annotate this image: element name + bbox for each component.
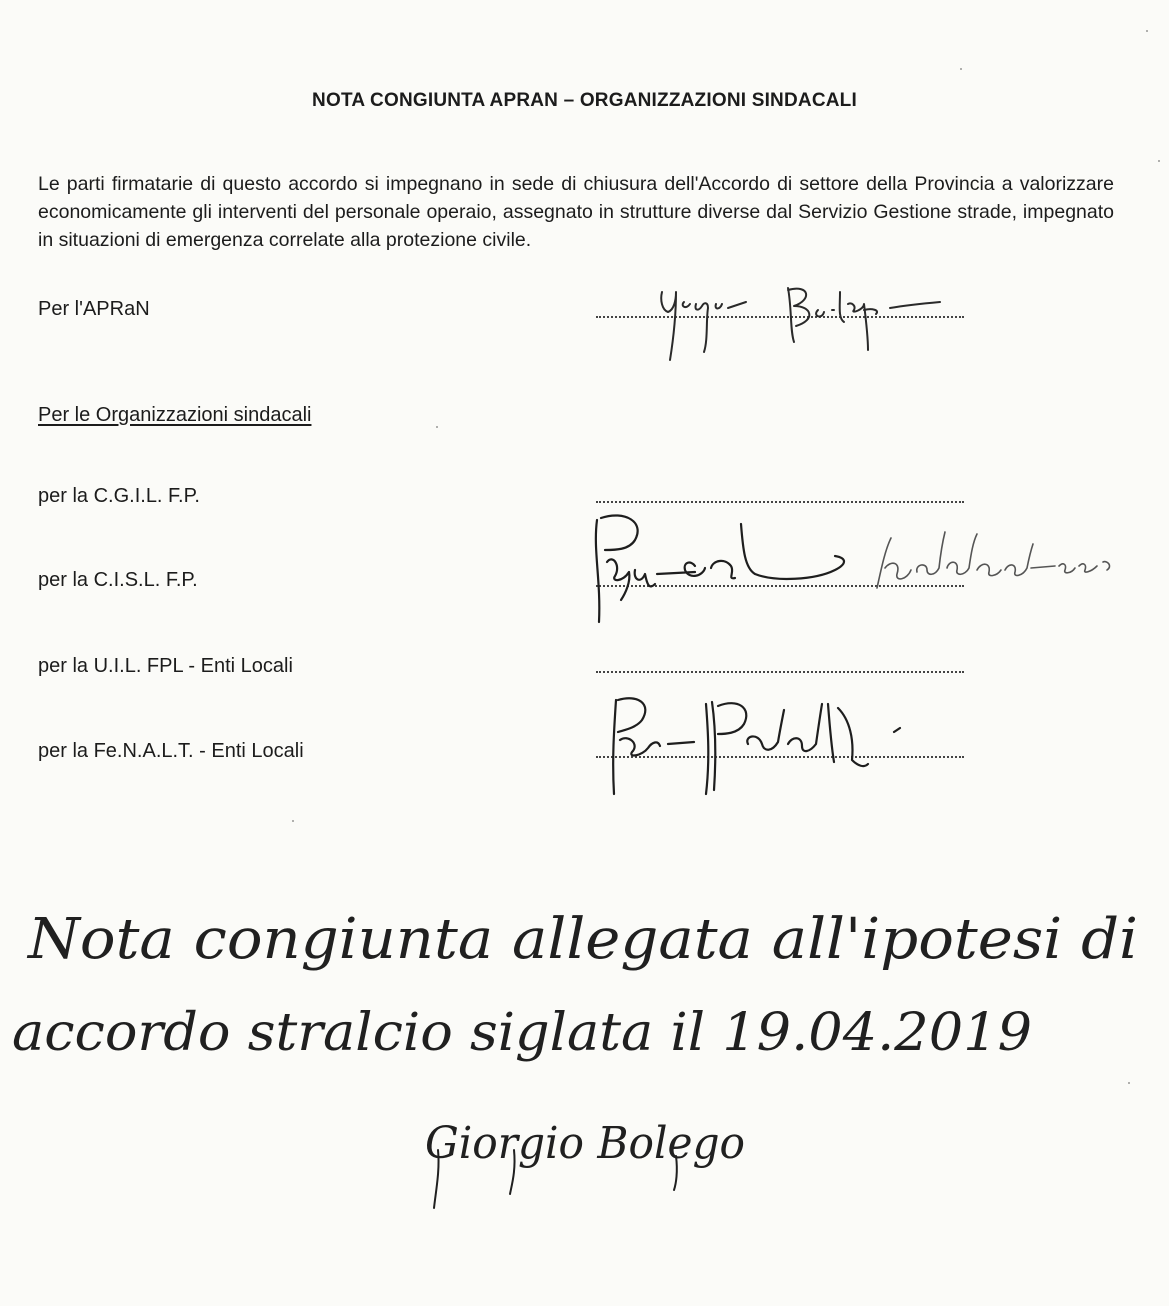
handwritten-note-line2: accordo stralcio siglata il 19.04.2019 <box>12 1003 1032 1063</box>
handwritten-note-line1: Nota congiunta allegata all'ipotesi di <box>25 907 1139 972</box>
unions-heading: Per le Organizzazioni sindacali <box>38 404 312 426</box>
document-body: Le parti firmatarie di questo accordo si impegnano in sede di chiusura dell'Accordo di settore della Provincia a valorizzare economicamente gli interventi del personale operaio, assegnato in strutture diverse dal Servizio Gestione strade, impegnato in situazioni di emergenza correlate alla protezione civile. <box>38 173 1114 251</box>
document-title: NOTA CONGIUNTA APRAN – ORGANIZZAZIONI SINDACALI <box>312 90 857 111</box>
handwritten-note-signature: Giorgio Bolego <box>425 1118 745 1169</box>
cisl-label: per la C.I.S.L. F.P. <box>38 569 198 591</box>
fenalt-label: per la Fe.N.A.L.T. - Enti Locali <box>38 740 304 762</box>
uil-label: per la U.I.L. FPL - Enti Locali <box>38 655 293 677</box>
cgil-label: per la C.G.I.L. F.P. <box>38 485 200 507</box>
apran-label: Per l'APRaN <box>38 298 150 320</box>
